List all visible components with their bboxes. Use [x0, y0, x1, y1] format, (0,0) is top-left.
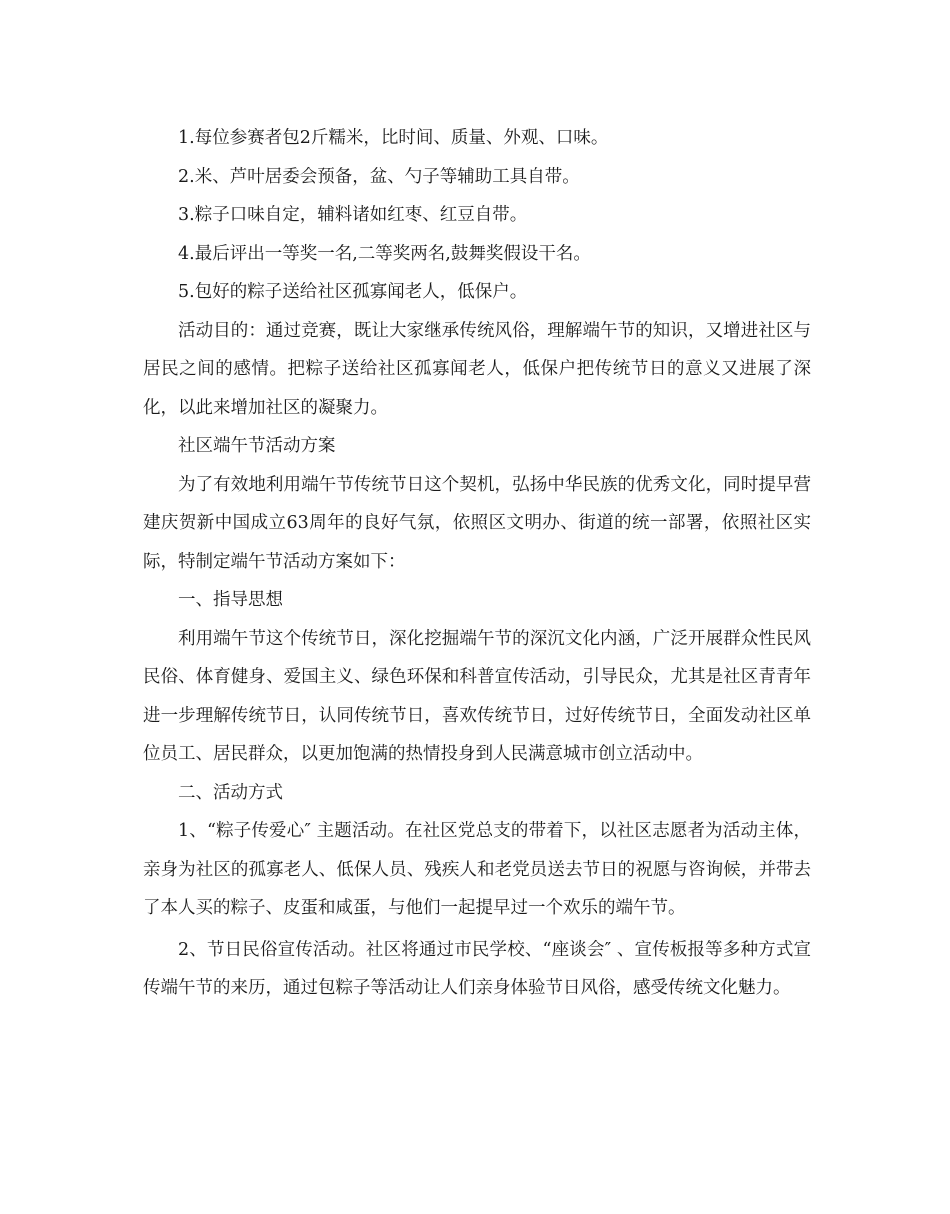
document-body [143, 119, 811, 1008]
heading-activity-methods: 二、活动方式 [178, 782, 283, 803]
list-item-2: 2.米、芦叶居委会预备，盆、勺子等辅助工具自带。 [178, 166, 580, 187]
paragraph-activity-2: 2、节日民俗宣传活动。社区将通过市民学校、“座谈会″ 、宣传板报等多种方式宣传端午节的来历，通过包粽子等活动让人们亲身体验节日风俗，感受传统文化魅力。 [143, 939, 811, 998]
list-item-3: 3.粽子口味自定，辅料诸如红枣、红豆自带。 [178, 205, 528, 225]
paragraph-purpose: 活动目的：通过竞赛，既让大家继承传统风俗，理解端午节的知识，又增进社区与居民之间的感情。把粽子送给社区孤寡闻老人，低保户把传统节日的意义又进展了深化，以此来增加社区的凝聚力。 [143, 320, 811, 418]
list-item-4: 4.最后评出一等奖一名,二等奖两名,鼓舞奖假设干名。 [178, 243, 591, 264]
paragraph-intro: 为了有效地利用端午节传统节日这个契机，弘扬中华民族的优秀文化，同时提早营建庆贺新中国成立63周年的良好气氛，依照区文明办、街道的统一部署，依照社区实际，特制定端午节活动方案如下： [143, 474, 811, 572]
paragraph-guiding-ideology: 利用端午节这个传统节日，深化挖掘端午节的深沉文化内涵，广泛开展群众性民风民俗、体育健身、爱国主义、绿色环保和科普宣传活动，引导民众，尤其是社区青青年进一步理解传统节日，认同传统节日，喜欢传统节日，过好传统节日，全面发动社区单位员工、居民群众，以更加饱满的热情投身到人民满意城市创立活动中。 [143, 628, 811, 764]
heading-guiding-ideology: 一、指导思想 [178, 590, 283, 610]
list-item-1: 1.每位参赛者包2斤糯米，比时间、质量、外观、口味。 [178, 128, 609, 148]
paragraph-activity-1: 1、“粽子传爱心″ 主题活动。在社区党总支的带着下，以社区志愿者为活动主体，亲身为社区的孤寡老人、低保人员、残疾人和老党员送去节日的祝愿与咨询候，并带去了本人买的粽子、皮蛋和咸蛋，与他们一起提早过一个欢乐的端午节。 [143, 821, 811, 918]
list-item-5: 5.包好的粽子送给社区孤寡闻老人，低保户。 [178, 282, 528, 302]
section-title: 社区端午节活动方案 [178, 436, 336, 456]
